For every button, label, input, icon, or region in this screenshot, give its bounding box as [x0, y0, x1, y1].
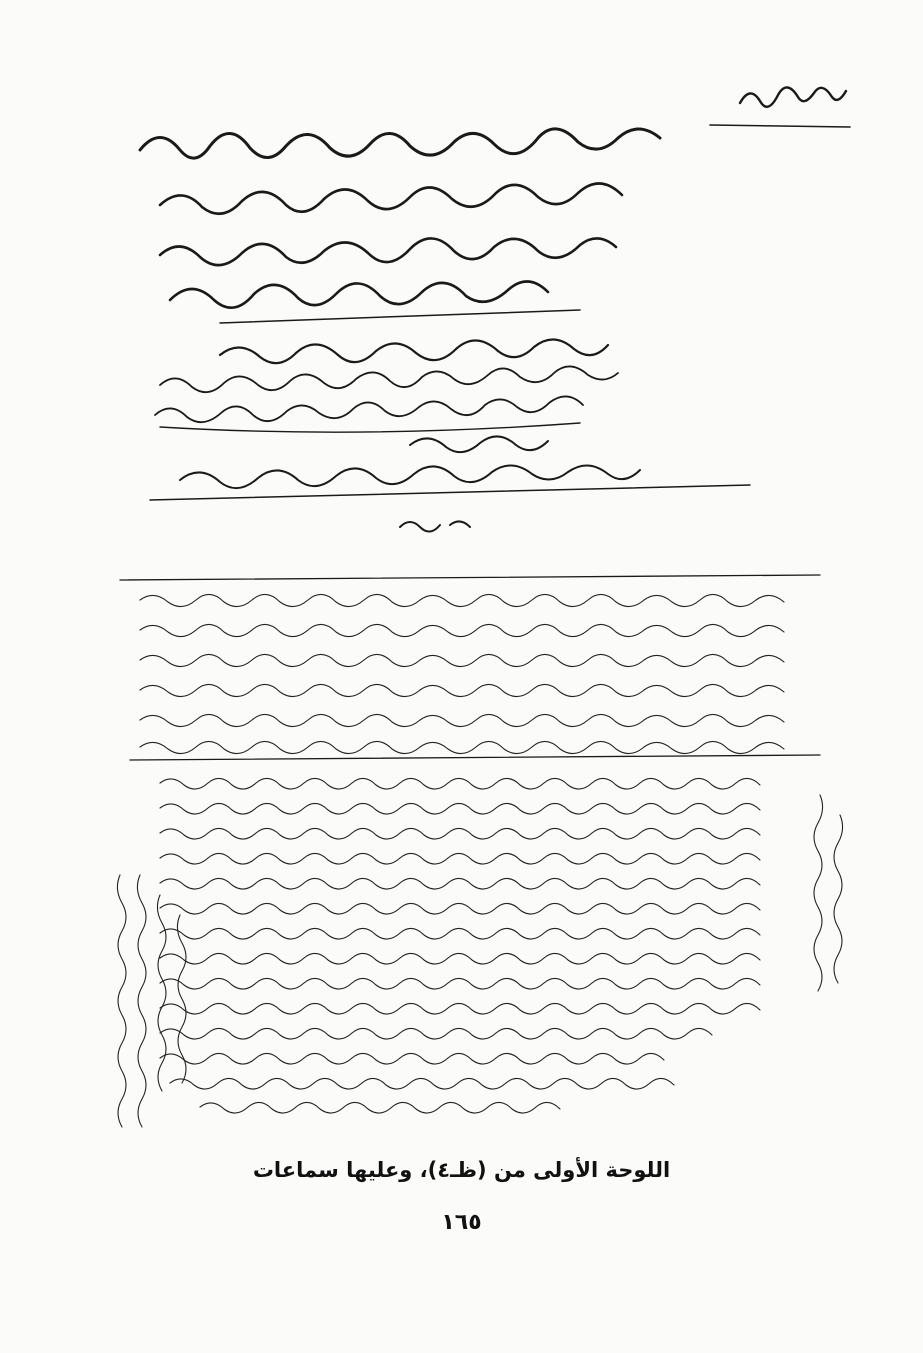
figure-caption: اللوحة الأولى من (ظـ٤)، وعليها سماعات	[252, 1158, 671, 1182]
manuscript-facsimile-image	[100, 55, 860, 1140]
main-text-block	[140, 129, 750, 532]
left-margin-notes	[117, 875, 186, 1127]
handwritten-manuscript-drawing	[100, 55, 860, 1140]
right-margin-notes	[814, 795, 843, 991]
header-note-handwriting	[710, 87, 850, 127]
page-number: ١٦٥	[441, 1210, 482, 1235]
samaat-block-2	[160, 778, 760, 1113]
samaat-block-1	[120, 575, 820, 760]
